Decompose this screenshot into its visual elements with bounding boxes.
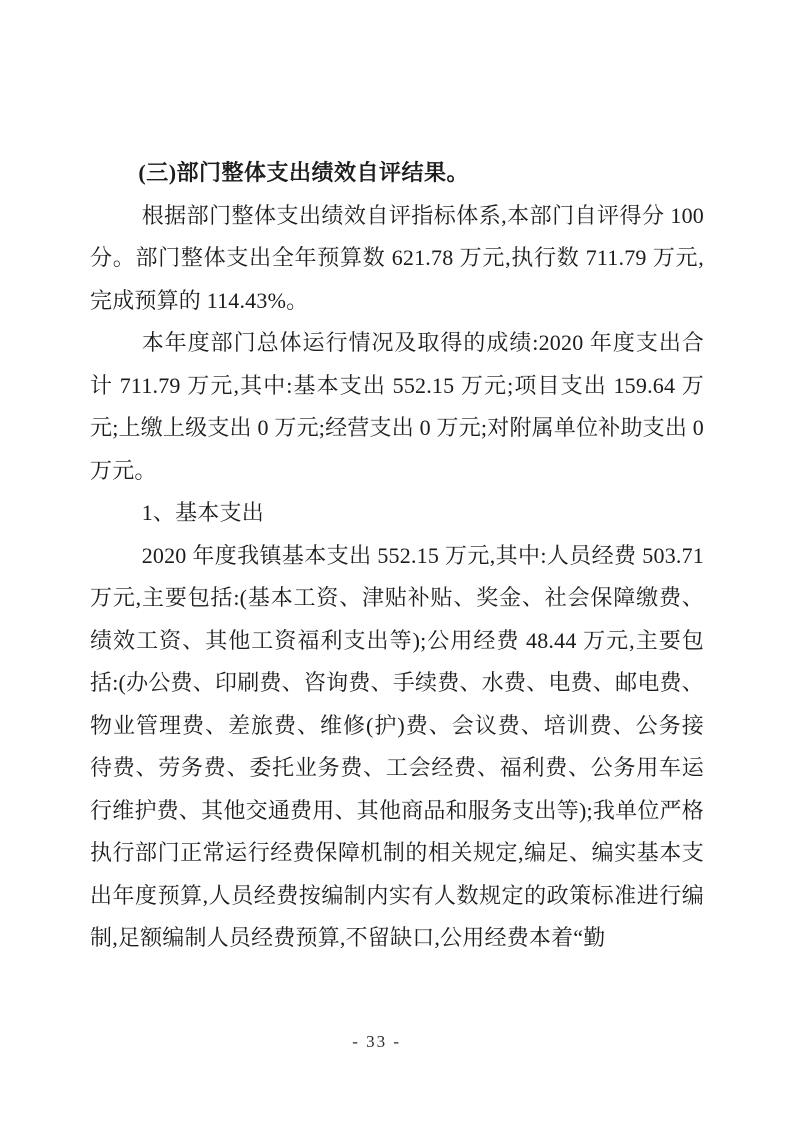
paragraph-operation: 本年度部门总体运行情况及取得的成绩:2020 年度支出合计 711.79 万元,其中:基本支出 552.15 万元;项目支出 159.64 万元;上缴上级支出 0 万元;经营支出 0 万元;对附属单位补助支出 0 万元。: [90, 330, 704, 483]
section-heading: (三)部门整体支出绩效自评结果。: [138, 160, 470, 185]
paragraph-basic-expenditure: 2020 年度我镇基本支出 552.15 万元,其中:人员经费 503.71 万元,主要包括:(基本工资、津贴补贴、奖金、社会保障缴费、绩效工资、其他工资福利支出等);公用经费 48.44 万元,主要包括:(办公费、印刷费、咨询费、手续费、水费、电费、邮电费、物业管理费、差旅费、维修(护)费、会议费、培训费、公务接待费、劳务费、委托业务费、工会经费、福利费、公务用车运行维护费、其他交通费用、其他商品和服务支出等);我单位严格执行部门正常运行经费保障机制的相关规定,编足、编实基本支出年度预算,人员经费按编制内实有人数规定的政策标准进行编制,足额编制人员经费预算,不留缺口,公用经费本着“勤: [90, 542, 704, 950]
document-content: [90, 152, 704, 960]
subheading-basic-expenditure: 1、基本支出: [141, 500, 264, 525]
page-number: - 33 -: [352, 1032, 402, 1051]
paragraph-overview: 根据部门整体支出绩效自评指标体系,本部门自评得分 100 分。部门整体支出全年预算数 621.78 万元,执行数 711.79 万元,完成预算的 114.43%。: [90, 202, 704, 313]
